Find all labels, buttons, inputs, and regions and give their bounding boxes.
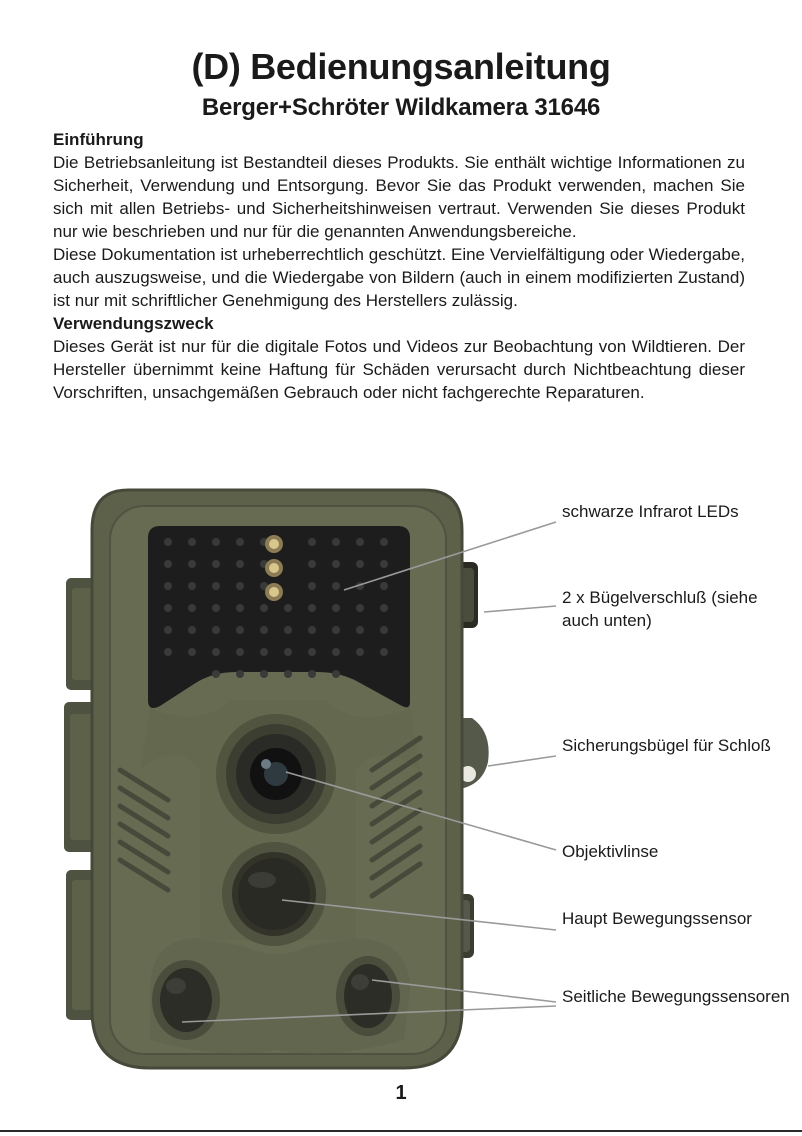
- ir-led: [332, 582, 340, 590]
- text-content: [53, 128, 745, 404]
- ir-led: [236, 648, 244, 656]
- ir-led: [188, 648, 196, 656]
- ir-led: [188, 538, 196, 546]
- ir-led: [356, 648, 364, 656]
- section-heading-introduction: Einführung: [53, 130, 144, 149]
- ir-led: [236, 560, 244, 568]
- bottom-rule: [0, 1130, 802, 1132]
- callout-side-sensors: Seitliche Bewegungssensoren: [562, 987, 790, 1006]
- ir-led: [236, 538, 244, 546]
- ir-led: [212, 538, 220, 546]
- paragraph-introduction-2: Diese Dokumentation ist urheberrechtlich geschützt. Eine Vervielfältigung oder Wiedergabe, auch auszugsweise, und die Wiedergabe von Bildern (auch in einem modifizierten Zustand) ist nur mit schriftlicher Genehmigung des Herstellers zulässig.: [53, 245, 745, 310]
- ir-led: [236, 670, 244, 678]
- callout-latches: 2 x Bügelverschluß (siehe auch unten): [562, 588, 758, 630]
- ir-led: [164, 560, 172, 568]
- ir-led: [332, 670, 340, 678]
- ir-led: [284, 648, 292, 656]
- ir-led: [164, 648, 172, 656]
- ir-led: [284, 670, 292, 678]
- ir-led: [308, 604, 316, 612]
- ir-led: [308, 582, 316, 590]
- ir-led: [380, 648, 388, 656]
- ir-led: [188, 604, 196, 612]
- ir-led: [308, 560, 316, 568]
- ir-led: [236, 582, 244, 590]
- ir-led: [356, 604, 364, 612]
- ir-led: [188, 582, 196, 590]
- callout-main-sensor: Haupt Bewegungssensor: [562, 909, 752, 928]
- ir-led: [260, 648, 268, 656]
- paragraph-intended-use: Dieses Gerät ist nur für die digitale Fotos und Videos zur Beobachtung von Wildtieren. Der Hersteller übernimmt keine Haftung für Schäden verursacht durch Nichtbeachtung dieser Vorschriften, unsachgemäßen Gebrauch oder nicht fachgerechte Reparaturen.: [53, 337, 745, 402]
- camera-figure: [0, 470, 802, 1080]
- ir-led: [236, 604, 244, 612]
- document-subtitle: Berger+Schröter Wildkamera 31646: [201, 94, 601, 121]
- ir-led: [380, 604, 388, 612]
- ir-led: [212, 560, 220, 568]
- ir-led: [380, 538, 388, 546]
- ir-led: [260, 670, 268, 678]
- ir-led: [356, 626, 364, 634]
- ir-led: [332, 604, 340, 612]
- ir-led: [332, 626, 340, 634]
- ir-led: [260, 626, 268, 634]
- ir-led: [212, 648, 220, 656]
- ir-led: [212, 582, 220, 590]
- ir-led: [212, 604, 220, 612]
- indicator-leds: [265, 535, 283, 601]
- document-title: (D) Bedienungsanleitung: [191, 46, 611, 87]
- ir-led: [356, 560, 364, 568]
- ir-led: [332, 648, 340, 656]
- ir-led: [380, 560, 388, 568]
- ir-led: [332, 538, 340, 546]
- ir-led: [356, 538, 364, 546]
- ir-led: [308, 538, 316, 546]
- ir-led: [308, 626, 316, 634]
- ir-led: [164, 626, 172, 634]
- lens: [216, 714, 336, 834]
- callout-lock-bracket: Sicherungsbügel für Schloß: [562, 736, 771, 755]
- ir-led: [188, 560, 196, 568]
- ir-led: [308, 670, 316, 678]
- ir-led: [308, 648, 316, 656]
- ir-led: [332, 560, 340, 568]
- callout-lens: Objektivlinse: [562, 842, 659, 861]
- ir-led: [260, 604, 268, 612]
- ir-led: [284, 604, 292, 612]
- ir-led: [164, 604, 172, 612]
- section-heading-intended-use: Verwendungszweck: [53, 314, 214, 333]
- ir-led: [212, 670, 220, 678]
- ir-led: [284, 626, 292, 634]
- ir-led: [212, 626, 220, 634]
- paragraph-introduction-1: Die Betriebsanleitung ist Bestandteil dieses Produkts. Sie enthält wichtige Informationen zu Sicherheit, Verwendung und Entsorgung. Bevor Sie das Produkt verwenden, machen Sie sich mit allen Betriebs- und Sicherheitshinweisen vertraut. Verwenden Sie dieses Produkt nur wie beschrieben und nur für die genannten Anwendungsbereiche.: [53, 153, 745, 241]
- ir-led: [188, 626, 196, 634]
- ir-led: [380, 626, 388, 634]
- ir-led: [164, 582, 172, 590]
- ir-led: [164, 538, 172, 546]
- callout-ir-leds: schwarze Infrarot LEDs: [562, 502, 739, 521]
- page-number: 1: [395, 1082, 407, 1104]
- main-motion-sensor: [222, 842, 326, 946]
- ir-led: [236, 626, 244, 634]
- ir-led: [380, 582, 388, 590]
